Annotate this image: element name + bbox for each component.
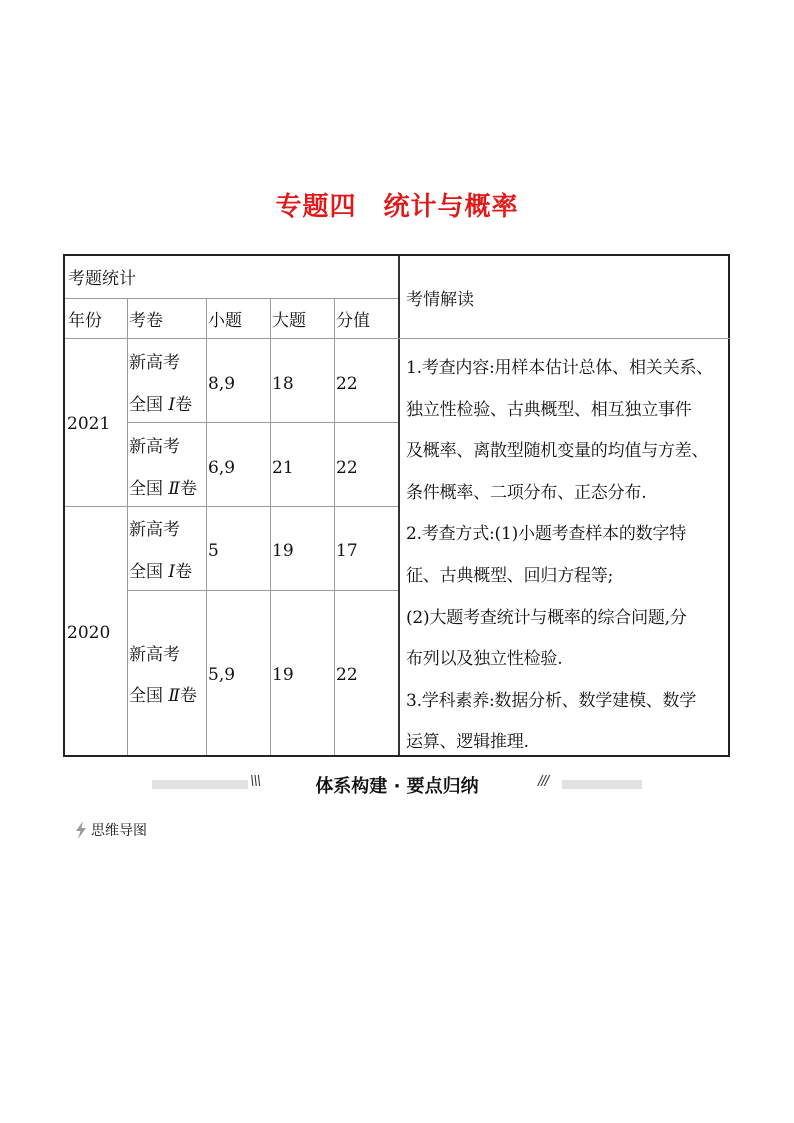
col-line xyxy=(127,298,128,755)
col-line xyxy=(270,298,271,755)
row-divider xyxy=(127,590,398,591)
exam-reading-text xyxy=(406,348,728,764)
col-header-big: 大题 xyxy=(272,311,306,331)
lightning-icon xyxy=(74,821,88,839)
header-divider xyxy=(65,338,730,339)
paper-line2: 全国 Ⅱ卷 xyxy=(129,479,197,499)
small-questions: 5 xyxy=(208,541,219,561)
reading-line: 及概率、离散型随机变量的均值与方差、 xyxy=(406,441,709,462)
header-subdivider xyxy=(65,298,398,299)
reading-line: 征、古典概型、回归方程等; xyxy=(406,565,614,586)
reading-line: 运算、逻辑推理. xyxy=(406,732,529,753)
row-divider xyxy=(127,422,398,423)
score: 17 xyxy=(336,541,358,561)
exam-statistics-table xyxy=(63,254,730,757)
banner-bar-right xyxy=(562,780,642,789)
score: 22 xyxy=(336,665,358,685)
paper-line1: 新高考 xyxy=(129,520,180,540)
big-question: 18 xyxy=(272,374,294,394)
score: 22 xyxy=(336,374,358,394)
header-exam-statistics: 考题统计 xyxy=(68,269,136,289)
score: 22 xyxy=(336,458,358,478)
year-cell: 2021 xyxy=(67,414,111,434)
paper-line1: 新高考 xyxy=(129,353,180,373)
reading-line: 1.考查内容:用样本估计总体、相关关系、 xyxy=(406,358,713,378)
banner-mark-right: /// xyxy=(538,774,549,789)
paper-line2: 全国 Ⅰ卷 xyxy=(129,395,193,415)
small-questions: 6,9 xyxy=(208,458,236,478)
col-header-score: 分值 xyxy=(336,311,370,331)
year-cell: 2020 xyxy=(67,623,111,643)
small-questions: 8,9 xyxy=(208,374,236,394)
reading-line: 布列以及独立性检验. xyxy=(406,649,563,670)
col-line xyxy=(206,298,207,755)
col-header-small: 小题 xyxy=(208,311,242,331)
reading-line: 2.考查方式:(1)小题考查样本的数字特 xyxy=(406,524,687,545)
page-title: 专题四 统计与概率 xyxy=(275,192,519,222)
col-header-paper: 考卷 xyxy=(129,311,163,331)
reading-line: 独立性检验、古典概型、相互独立事件 xyxy=(406,399,692,420)
col-line xyxy=(334,298,335,755)
reading-line: (2)大题考查统计与概率的综合问题,分 xyxy=(406,607,687,628)
header-exam-reading: 考情解读 xyxy=(406,290,474,310)
column-divider xyxy=(398,256,400,755)
big-question: 19 xyxy=(272,665,294,685)
big-question: 21 xyxy=(272,458,294,478)
year-divider xyxy=(65,506,398,507)
col-header-year: 年份 xyxy=(68,311,102,331)
section-banner xyxy=(0,770,794,800)
paper-line1: 新高考 xyxy=(129,437,180,457)
paper-line1: 新高考 xyxy=(129,645,180,665)
paper-line2: 全国 Ⅱ卷 xyxy=(129,686,197,706)
mind-map-label: 思维导图 xyxy=(91,823,147,839)
mind-map-heading xyxy=(74,820,147,840)
reading-line: 3.学科素养:数据分析、数学建模、数学 xyxy=(406,690,697,711)
banner-title: 体系构建 · 要点归纳 xyxy=(315,776,479,797)
banner-mark-left: \\\ xyxy=(250,774,261,789)
reading-line: 条件概率、二项分布、正态分布. xyxy=(406,482,647,503)
paper-line2: 全国 Ⅰ卷 xyxy=(129,562,193,582)
big-question: 19 xyxy=(272,541,294,561)
small-questions: 5,9 xyxy=(208,665,236,685)
